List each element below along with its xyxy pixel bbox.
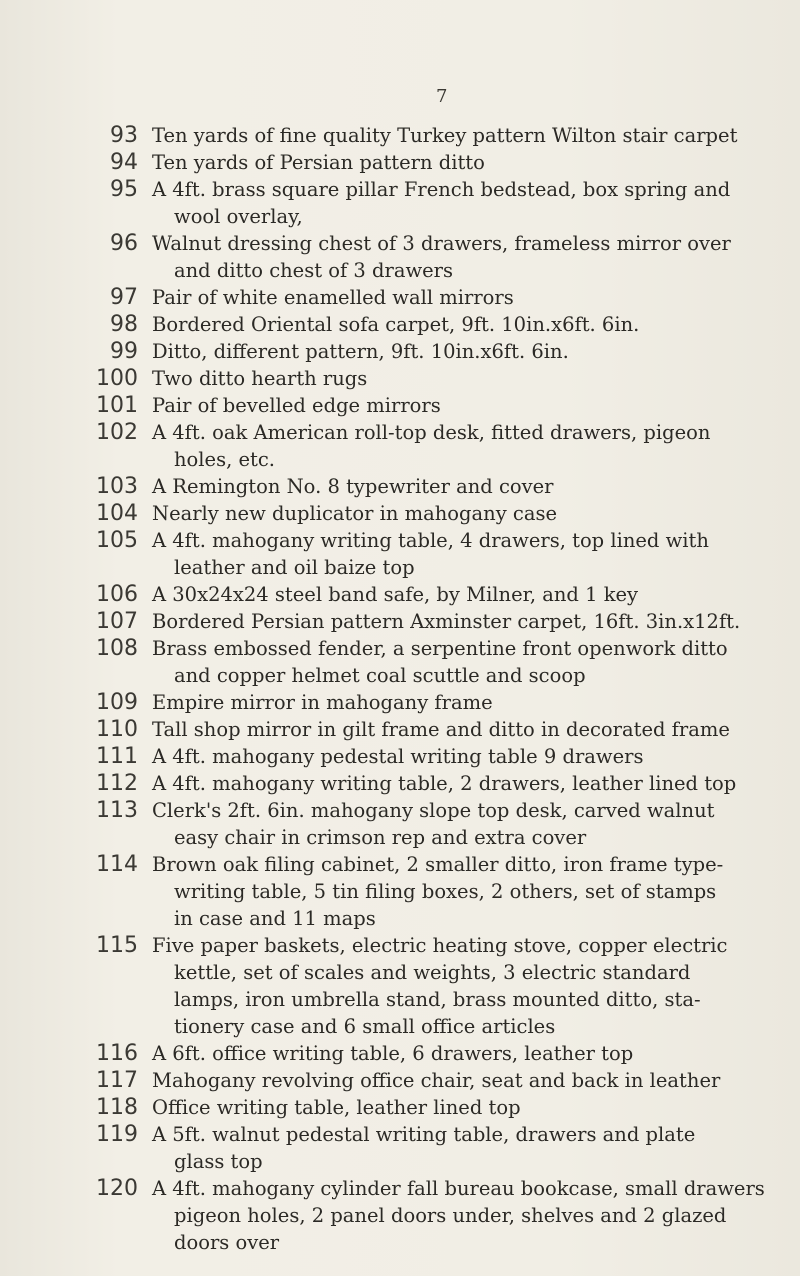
lot-description — [152, 581, 792, 608]
lot-entry — [68, 392, 796, 419]
lot-number: 110 — [96, 717, 138, 742]
lot-number: 108 — [96, 636, 138, 661]
lot-description-line: Bordered Persian pattern Axminster carpet, 16ft. 3in.x12ft. — [152, 610, 741, 633]
lot-description-line: pigeon holes, 2 panel doors under, shelves and 2 glazed — [174, 1204, 727, 1227]
lot-number: 112 — [96, 771, 138, 796]
lot-entry — [68, 608, 796, 635]
lot-description-line: wool overlay, — [174, 205, 303, 228]
lot-description — [152, 851, 792, 932]
lot-description — [152, 527, 792, 581]
lot-entry — [68, 635, 796, 689]
lot-number: 111 — [96, 744, 138, 769]
lot-description — [152, 473, 792, 500]
lot-description-line: A 4ft. brass square pillar French bedstead, box spring and — [152, 178, 731, 201]
lot-description — [152, 149, 792, 176]
lot-description-line: A 6ft. office writing table, 6 drawers, leather top — [152, 1042, 634, 1065]
lot-description-line: easy chair in crimson rep and extra cover — [174, 826, 587, 849]
lot-number: 118 — [96, 1095, 138, 1120]
lot-description — [152, 1094, 792, 1121]
lot-description — [152, 365, 792, 392]
lot-number: 95 — [110, 177, 138, 202]
lot-entry — [68, 365, 796, 392]
lot-description — [152, 338, 792, 365]
lot-description-line: Ten yards of Persian pattern ditto — [152, 151, 485, 174]
lot-description-line: Walnut dressing chest of 3 drawers, frameless mirror over — [152, 232, 731, 255]
lot-description — [152, 392, 792, 419]
lot-number: 101 — [96, 393, 138, 418]
lot-entry — [68, 770, 796, 797]
lot-number: 93 — [110, 123, 138, 148]
lot-description-line: Five paper baskets, electric heating stove, copper electric — [152, 934, 728, 957]
lot-entry — [68, 473, 796, 500]
lot-entry — [68, 1121, 796, 1175]
lot-description-line: writing table, 5 tin filing boxes, 2 others, set of stamps — [174, 880, 717, 903]
lot-description-line: in case and 11 maps — [174, 907, 376, 930]
lot-description — [152, 932, 792, 1040]
lot-list — [68, 122, 796, 1256]
lot-entry — [68, 284, 796, 311]
lot-description-line: Brown oak filing cabinet, 2 smaller ditto, iron frame type- — [152, 853, 724, 876]
lot-description — [152, 635, 792, 689]
lot-number: 97 — [110, 285, 138, 310]
lot-description — [152, 419, 792, 473]
lot-number: 105 — [96, 528, 138, 553]
lot-entry — [68, 122, 796, 149]
lot-description-line: Pair of white enamelled wall mirrors — [152, 286, 514, 309]
lot-entry — [68, 1040, 796, 1067]
lot-description — [152, 122, 792, 149]
lot-description-line: A 30x24x24 steel band safe, by Milner, and 1 key — [152, 583, 639, 606]
lot-entry — [68, 311, 796, 338]
lot-description-line: Tall shop mirror in gilt frame and ditto in decorated frame — [152, 718, 730, 741]
lot-number: 99 — [110, 339, 138, 364]
lot-description-line: doors over — [174, 1231, 280, 1254]
lot-description-line: Bordered Oriental sofa carpet, 9ft. 10in.x6ft. 6in. — [152, 313, 640, 336]
lot-number: 109 — [96, 690, 138, 715]
lot-description-line: Pair of bevelled edge mirrors — [152, 394, 441, 417]
lot-entry — [68, 230, 796, 284]
lot-number: 104 — [96, 501, 138, 526]
lot-entry — [68, 581, 796, 608]
lot-description-line: Ditto, different pattern, 9ft. 10in.x6ft. 6in. — [152, 340, 569, 363]
lot-description — [152, 743, 792, 770]
page-number: 7 — [436, 86, 448, 107]
lot-number: 106 — [96, 582, 138, 607]
lot-description — [152, 500, 792, 527]
lot-number: 117 — [96, 1068, 138, 1093]
lot-entry — [68, 149, 796, 176]
lot-description-line: A 4ft. mahogany writing table, 4 drawers, top lined with — [152, 529, 709, 552]
lot-description — [152, 230, 792, 284]
lot-description-line: Ten yards of fine quality Turkey pattern Wilton stair carpet — [152, 124, 738, 147]
lot-description-line: lamps, iron umbrella stand, brass mounted ditto, sta- — [174, 988, 701, 1011]
lot-description — [152, 1040, 792, 1067]
lot-entry — [68, 500, 796, 527]
lot-number: 102 — [96, 420, 138, 445]
lot-description — [152, 1121, 792, 1175]
lot-number: 116 — [96, 1041, 138, 1066]
lot-number: 113 — [96, 798, 138, 823]
lot-description — [152, 1067, 792, 1094]
lot-description — [152, 797, 792, 851]
lot-description-line: kettle, set of scales and weights, 3 electric standard — [174, 961, 691, 984]
lot-number: 100 — [96, 366, 138, 391]
lot-description-line: A Remington No. 8 typewriter and cover — [152, 475, 554, 498]
lot-description-line: Brass embossed fender, a serpentine front openwork ditto — [152, 637, 728, 660]
lot-description-line: Office writing table, leather lined top — [152, 1096, 521, 1119]
lot-number: 120 — [96, 1176, 138, 1201]
lot-number: 115 — [96, 933, 138, 958]
lot-number: 98 — [110, 312, 138, 337]
lot-number: 114 — [96, 852, 138, 877]
lot-description-line: A 4ft. oak American roll-top desk, fitted drawers, pigeon — [152, 421, 711, 444]
lot-description — [152, 608, 792, 635]
lot-entry — [68, 797, 796, 851]
lot-description-line: and ditto chest of 3 drawers — [174, 259, 454, 282]
lot-number: 119 — [96, 1122, 138, 1147]
lot-description-line: A 4ft. mahogany cylinder fall bureau bookcase, small drawers — [152, 1177, 765, 1200]
lot-entry — [68, 932, 796, 1040]
lot-entry — [68, 1067, 796, 1094]
lot-number: 103 — [96, 474, 138, 499]
lot-description-line: and copper helmet coal scuttle and scoop — [174, 664, 586, 687]
lot-description-line: leather and oil baize top — [174, 556, 415, 579]
lot-entry — [68, 716, 796, 743]
lot-entry — [68, 689, 796, 716]
lot-description-line: A 4ft. mahogany writing table, 2 drawers, leather lined top — [152, 772, 737, 795]
lot-description-line: glass top — [174, 1150, 263, 1173]
lot-description-line: Clerk's 2ft. 6in. mahogany slope top desk, carved walnut — [152, 799, 715, 822]
lot-description-line: A 4ft. mahogany pedestal writing table 9 drawers — [152, 745, 644, 768]
lot-description-line: Empire mirror in mahogany frame — [152, 691, 493, 714]
lot-description — [152, 284, 792, 311]
lot-description — [152, 311, 792, 338]
lot-entry — [68, 419, 796, 473]
lot-description-line: Mahogany revolving office chair, seat and back in leather — [152, 1069, 721, 1092]
lot-number: 107 — [96, 609, 138, 634]
lot-description — [152, 176, 792, 230]
lot-description-line: tionery case and 6 small office articles — [174, 1015, 556, 1038]
lot-entry — [68, 1094, 796, 1121]
lot-description — [152, 716, 792, 743]
lot-description — [152, 689, 792, 716]
lot-entry — [68, 338, 796, 365]
lot-number: 94 — [110, 150, 138, 175]
lot-description — [152, 1175, 792, 1256]
lot-entry — [68, 851, 796, 932]
lot-entry — [68, 1175, 796, 1256]
lot-number: 96 — [110, 231, 138, 256]
lot-description-line: Two ditto hearth rugs — [152, 367, 368, 390]
lot-entry — [68, 743, 796, 770]
lot-description-line: A 5ft. walnut pedestal writing table, drawers and plate — [152, 1123, 696, 1146]
lot-description — [152, 770, 792, 797]
lot-description-line: Nearly new duplicator in mahogany case — [152, 502, 558, 525]
lot-entry — [68, 527, 796, 581]
lot-description-line: holes, etc. — [174, 448, 275, 471]
lot-entry — [68, 176, 796, 230]
